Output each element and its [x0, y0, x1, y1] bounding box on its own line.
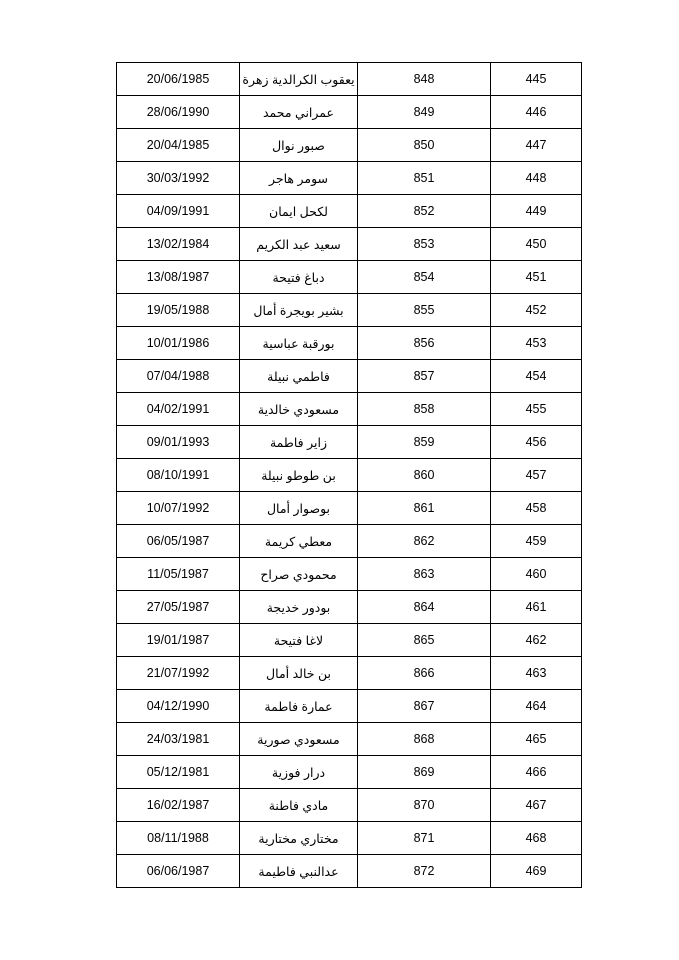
row-index-cell: 453 — [491, 327, 582, 360]
table-row — [117, 789, 582, 822]
birth-date-cell: 13/08/1987 — [117, 261, 240, 294]
birth-date-cell: 06/06/1987 — [117, 855, 240, 888]
row-index-cell: 448 — [491, 162, 582, 195]
row-index-cell: 461 — [491, 591, 582, 624]
row-index-cell: 451 — [491, 261, 582, 294]
full-name-cell: سعيد عبد الكريم — [240, 228, 358, 261]
birth-date-cell: 27/05/1987 — [117, 591, 240, 624]
birth-date-cell: 20/04/1985 — [117, 129, 240, 162]
registration-number-cell: 848 — [358, 63, 491, 96]
birth-date-cell: 24/03/1981 — [117, 723, 240, 756]
table-row — [117, 228, 582, 261]
row-index-cell: 468 — [491, 822, 582, 855]
table-row — [117, 393, 582, 426]
registration-number-cell: 872 — [358, 855, 491, 888]
birth-date-cell: 08/10/1991 — [117, 459, 240, 492]
birth-date-cell: 04/09/1991 — [117, 195, 240, 228]
full-name-cell: زاير فاطمة — [240, 426, 358, 459]
full-name-cell: مسعودي خالدية — [240, 393, 358, 426]
registration-number-cell: 855 — [358, 294, 491, 327]
table-row — [117, 822, 582, 855]
registration-number-cell: 863 — [358, 558, 491, 591]
birth-date-cell: 20/06/1985 — [117, 63, 240, 96]
registration-number-cell: 867 — [358, 690, 491, 723]
registration-number-cell: 856 — [358, 327, 491, 360]
row-index-cell: 459 — [491, 525, 582, 558]
full-name-cell: فاطمي نبيلة — [240, 360, 358, 393]
birth-date-cell: 07/04/1988 — [117, 360, 240, 393]
registration-number-cell: 853 — [358, 228, 491, 261]
row-index-cell: 449 — [491, 195, 582, 228]
row-index-cell: 446 — [491, 96, 582, 129]
full-name-cell: بن طوطو نبيلة — [240, 459, 358, 492]
table-row — [117, 96, 582, 129]
row-index-cell: 460 — [491, 558, 582, 591]
table-row — [117, 195, 582, 228]
table-row — [117, 624, 582, 657]
full-name-cell: عدالنبي فاطيمة — [240, 855, 358, 888]
table-row — [117, 327, 582, 360]
full-name-cell: بورقبة عباسية — [240, 327, 358, 360]
row-index-cell: 455 — [491, 393, 582, 426]
registration-number-cell: 849 — [358, 96, 491, 129]
birth-date-cell: 04/02/1991 — [117, 393, 240, 426]
registration-number-cell: 866 — [358, 657, 491, 690]
birth-date-cell: 06/05/1987 — [117, 525, 240, 558]
row-index-cell: 466 — [491, 756, 582, 789]
row-index-cell: 469 — [491, 855, 582, 888]
row-index-cell: 452 — [491, 294, 582, 327]
full-name-cell: درار فوزية — [240, 756, 358, 789]
full-name-cell: لكحل ايمان — [240, 195, 358, 228]
registration-number-cell: 852 — [358, 195, 491, 228]
row-index-cell: 462 — [491, 624, 582, 657]
registration-number-cell: 859 — [358, 426, 491, 459]
full-name-cell: عمراني محمد — [240, 96, 358, 129]
row-index-cell: 456 — [491, 426, 582, 459]
row-index-cell: 450 — [491, 228, 582, 261]
table-row — [117, 261, 582, 294]
full-name-cell: محمودي صراح — [240, 558, 358, 591]
table-row — [117, 756, 582, 789]
birth-date-cell: 08/11/1988 — [117, 822, 240, 855]
table-row — [117, 129, 582, 162]
birth-date-cell: 11/05/1987 — [117, 558, 240, 591]
row-index-cell: 464 — [491, 690, 582, 723]
table-row — [117, 459, 582, 492]
registration-number-cell: 871 — [358, 822, 491, 855]
registration-number-cell: 858 — [358, 393, 491, 426]
birth-date-cell: 13/02/1984 — [117, 228, 240, 261]
table-row — [117, 855, 582, 888]
full-name-cell: بشير بويجرة أمال — [240, 294, 358, 327]
birth-date-cell: 16/02/1987 — [117, 789, 240, 822]
table-row — [117, 162, 582, 195]
registration-number-cell: 870 — [358, 789, 491, 822]
full-name-cell: سومر هاجر — [240, 162, 358, 195]
registration-number-cell: 864 — [358, 591, 491, 624]
registration-number-cell: 869 — [358, 756, 491, 789]
table-row — [117, 294, 582, 327]
registration-number-cell: 860 — [358, 459, 491, 492]
table-row — [117, 63, 582, 96]
row-index-cell: 467 — [491, 789, 582, 822]
birth-date-cell: 30/03/1992 — [117, 162, 240, 195]
full-name-cell: لاغا فتيحة — [240, 624, 358, 657]
roster-table-body — [117, 63, 582, 888]
full-name-cell: مادي فاطنة — [240, 789, 358, 822]
roster-table — [116, 62, 582, 888]
table-row — [117, 426, 582, 459]
birth-date-cell: 21/07/1992 — [117, 657, 240, 690]
birth-date-cell: 19/01/1987 — [117, 624, 240, 657]
table-row — [117, 558, 582, 591]
table-row — [117, 591, 582, 624]
birth-date-cell: 28/06/1990 — [117, 96, 240, 129]
row-index-cell: 454 — [491, 360, 582, 393]
full-name-cell: عمارة فاطمة — [240, 690, 358, 723]
full-name-cell: دباغ فتيحة — [240, 261, 358, 294]
table-row — [117, 723, 582, 756]
birth-date-cell: 04/12/1990 — [117, 690, 240, 723]
table-row — [117, 525, 582, 558]
birth-date-cell: 10/07/1992 — [117, 492, 240, 525]
birth-date-cell: 05/12/1981 — [117, 756, 240, 789]
registration-number-cell: 862 — [358, 525, 491, 558]
row-index-cell: 463 — [491, 657, 582, 690]
row-index-cell: 457 — [491, 459, 582, 492]
registration-number-cell: 861 — [358, 492, 491, 525]
full-name-cell: بوصوار أمال — [240, 492, 358, 525]
registration-number-cell: 857 — [358, 360, 491, 393]
full-name-cell: صبور نوال — [240, 129, 358, 162]
row-index-cell: 445 — [491, 63, 582, 96]
registration-number-cell: 868 — [358, 723, 491, 756]
birth-date-cell: 19/05/1988 — [117, 294, 240, 327]
registration-number-cell: 865 — [358, 624, 491, 657]
full-name-cell: مختاري مختارية — [240, 822, 358, 855]
registration-number-cell: 850 — [358, 129, 491, 162]
table-row — [117, 690, 582, 723]
full-name-cell: بودور خديجة — [240, 591, 358, 624]
table-row — [117, 360, 582, 393]
registration-number-cell: 854 — [358, 261, 491, 294]
full-name-cell: مسعودي صورية — [240, 723, 358, 756]
birth-date-cell: 10/01/1986 — [117, 327, 240, 360]
full-name-cell: يعقوب الكرالدية زهرة — [240, 63, 358, 96]
row-index-cell: 465 — [491, 723, 582, 756]
full-name-cell: بن خالد أمال — [240, 657, 358, 690]
row-index-cell: 458 — [491, 492, 582, 525]
table-row — [117, 492, 582, 525]
row-index-cell: 447 — [491, 129, 582, 162]
table-row — [117, 657, 582, 690]
birth-date-cell: 09/01/1993 — [117, 426, 240, 459]
full-name-cell: معطي كريمة — [240, 525, 358, 558]
registration-number-cell: 851 — [358, 162, 491, 195]
